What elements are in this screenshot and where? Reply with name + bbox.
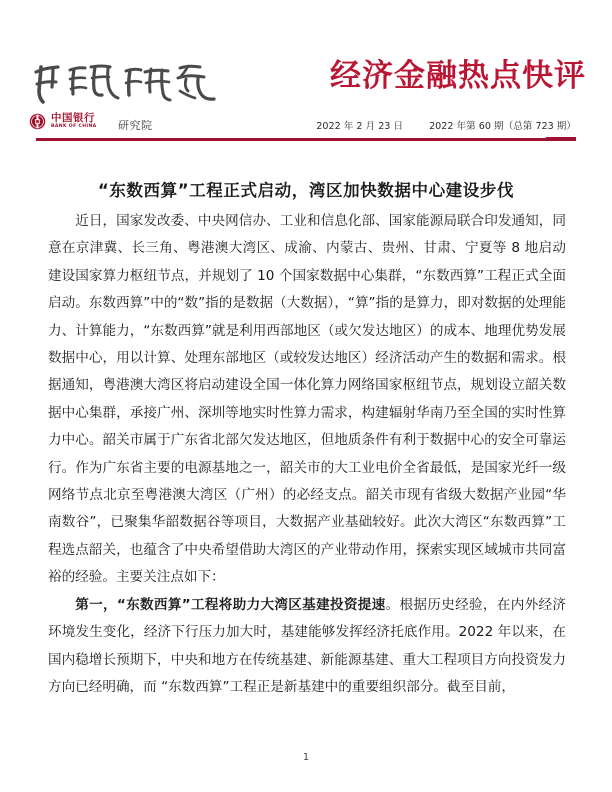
institute-label: 研究院 <box>118 119 153 132</box>
issue-info <box>316 118 576 132</box>
article-body <box>48 208 566 701</box>
brand-script-logo <box>28 58 228 106</box>
point-one-heading: 第一，“东数西算”工程将助力大湾区基建投资提速 <box>75 596 386 613</box>
boc-name-cn: 中国银行 <box>51 112 95 125</box>
paragraph-intro: 近日，国家发改委、中央网信办、工业和信息化部、国家能源局联合印发通知，同意在京津冀、长三角、粤港澳大湾区、成渝、内蒙古、贵州、甘肃、宁夏等 8 地启动建设国家算力枢纽节点，并规划了 10 个国家数据中心集群，“东数西算”工程正式全面启动。东数西算”中的“数”指的是数据（大数据），“算”指的是算力，即对数据的处理能力、计算能力，“东数西算”就是利用西部地区（或欠发达地区）的成本、地理优势发展数据中心，用以计算、处理东部地区（或较发达地区）经济活动产生的数据和需求。根据通知，粤港澳大湾区将启动建设全国一体化算力网络国家枢纽节点，规划设立韶关数据中心集群，承接广州、深圳等地实时性算力需求，构建辐射华南乃至全国的实时性算力中心。韶关市属于广东省北部欠发达地区，但地质条件有利于数据中心的安全可靠运行。作为广东省主要的电源基地之一，韶关市的大工业电价全省最低，是国家光纤一级网络节点北京至粤港澳大湾区（广州）的必经支点。韶关市现有省级大数据产业园“华南数谷”，已聚集华韶数据谷等项目，大数据产业基础较好。此次大湾区“东数西算”工程选点韶关，也蕴含了中央希望借助大湾区的产业带动作用，探索实现区域城市共同富裕的经验。主要关注点如下： <box>48 213 566 586</box>
point-one-text: 。根据历史经验，在内外经济环境发生变化，经济下行压力加大时，基建能够发挥经济托底作用。2022 年以来，在国内稳增长预期下，中央和地方在传统基建、新能源基建、重大工程项目方向投资发力方向已经明确，而 “东数西算”工程正是新基建中的重要组织部分。截至目前， <box>48 596 566 695</box>
boc-emblem-icon <box>29 113 46 130</box>
boc-wordmark <box>51 113 97 130</box>
report-series-title: 经济金融热点快评 <box>330 58 586 94</box>
header-divider-cap <box>546 137 576 141</box>
bank-of-china-logo <box>29 113 97 130</box>
publication-date: 2022 年 2 月 23 日 <box>316 121 404 132</box>
paragraph-point-one <box>48 592 566 702</box>
header-divider <box>0 138 612 144</box>
page-title: “东数西算”工程正式启动，湾区加快数据中心建设步伐 <box>97 181 515 201</box>
issue-number: 2022 年第 60 期（总第 723 期） <box>429 121 576 132</box>
boc-name-en: BANK OF CHINA <box>51 124 97 130</box>
masthead <box>0 0 612 150</box>
page-number: 1 <box>302 752 310 763</box>
header-divider-line <box>36 138 576 141</box>
